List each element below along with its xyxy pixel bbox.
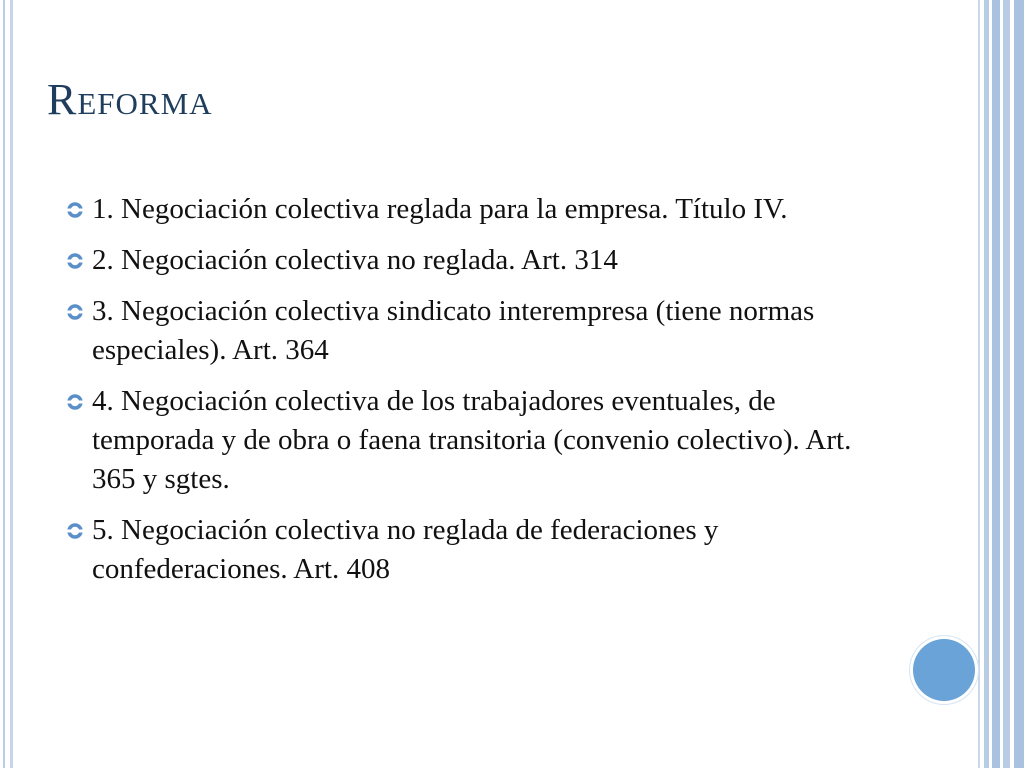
bullet-text: 5. Negociación colectiva no reglada de federaciones y confederaciones. Art. 408 [92, 514, 719, 585]
ring-bullet-icon [66, 252, 84, 270]
bullet-text: 4. Negociación colectiva de los trabajadores eventuales, de temporada y de obra o faena transitoria (convenio colectivo). Art. 365 y sgtes. [92, 385, 852, 495]
ring-bullet-icon [66, 522, 84, 540]
right-border-stripe [984, 0, 989, 768]
right-border-stripe [978, 0, 980, 768]
right-border-stripe [1003, 0, 1010, 768]
left-border-line [3, 0, 5, 768]
ring-bullet-icon [66, 201, 84, 219]
bullet-item [66, 382, 886, 499]
bullet-list [66, 190, 886, 601]
bullet-text: 3. Negociación colectiva sindicato interempresa (tiene normas especiales). Art. 364 [92, 295, 815, 366]
right-border-stripe [992, 0, 1000, 768]
bullet-item [66, 511, 886, 589]
right-border-stripe [1014, 0, 1024, 768]
bullet-item [66, 292, 886, 370]
slide-title: Reforma [47, 75, 213, 124]
bullet-text: 1. Negociación colectiva reglada para la empresa. Título IV. [92, 193, 788, 225]
bullet-item [66, 241, 886, 280]
bullet-item [66, 190, 886, 229]
bullet-text: 2. Negociación colectiva no reglada. Art. 314 [92, 244, 618, 276]
ring-bullet-icon [66, 303, 84, 321]
ring-bullet-icon [66, 393, 84, 411]
left-border-line [10, 0, 13, 768]
decorative-circle-icon [913, 639, 975, 701]
